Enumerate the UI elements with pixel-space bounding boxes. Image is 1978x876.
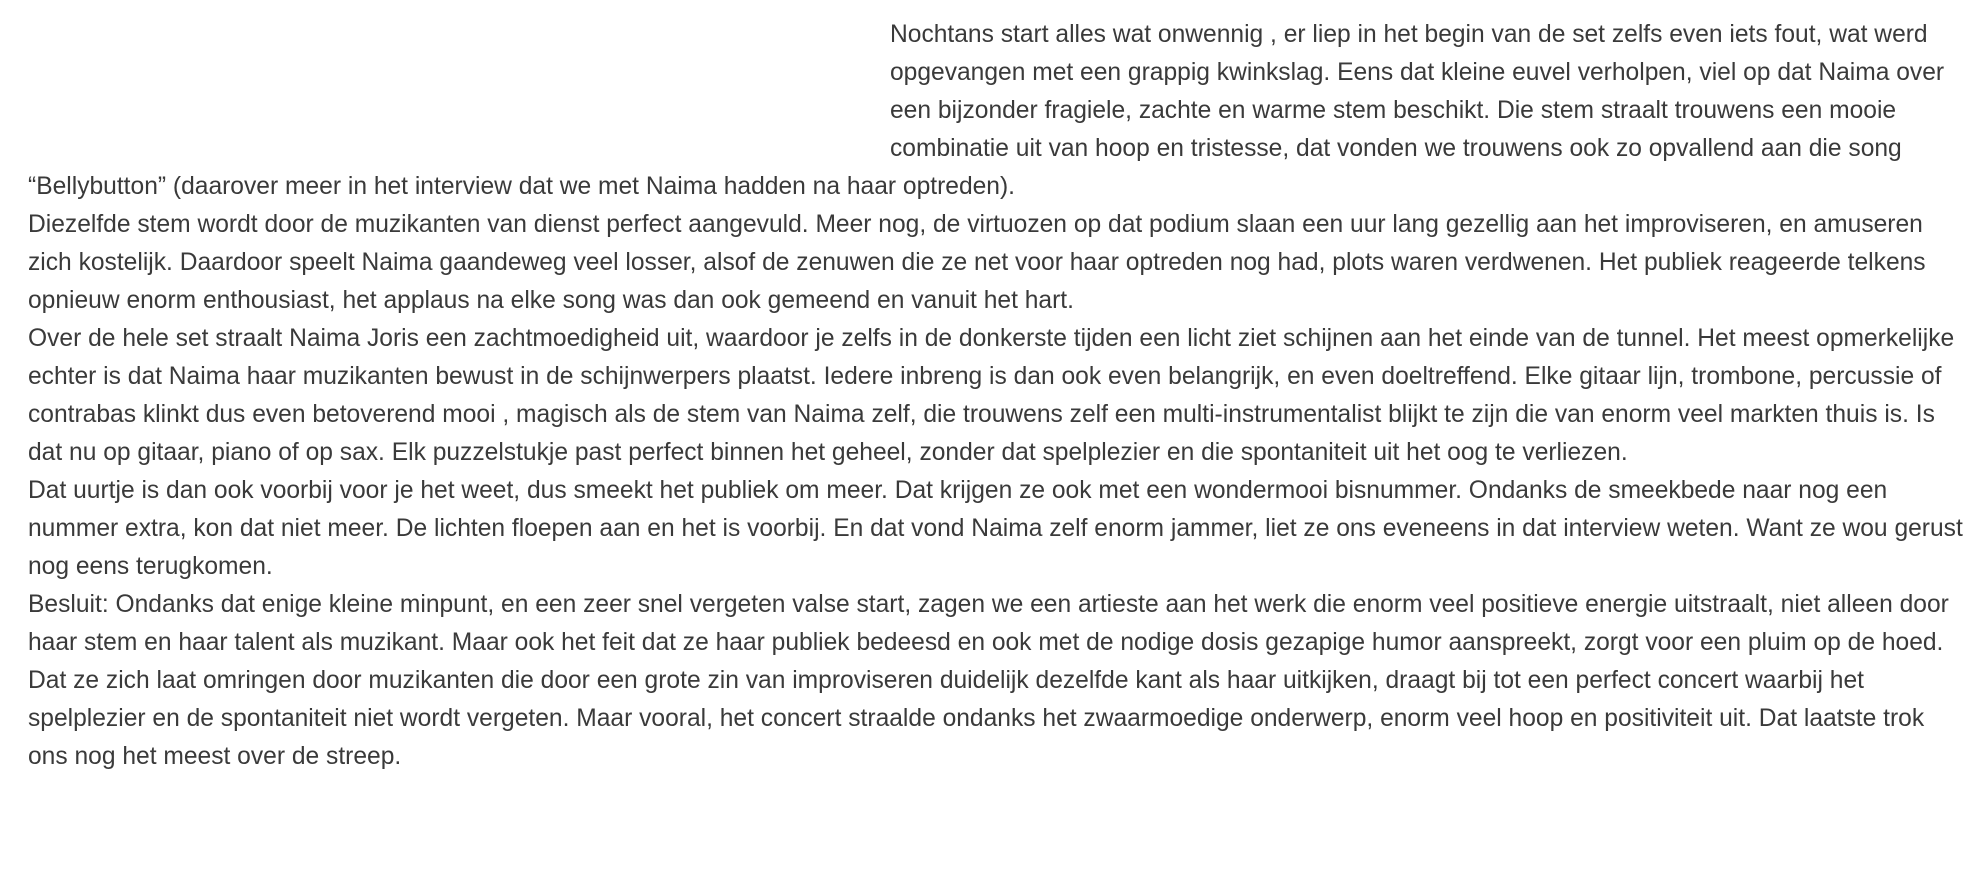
article-paragraph: Nochtans start alles wat onwennig , er liep in het begin van de set zelfs even iets fout, wat werd opgevangen met een grappig kwinkslag. Eens dat kleine euvel verholpen, viel op dat Naima over een bijzonder fragiele, zachte en warme stem beschikt. Die stem straalt trouwens een mooie combinatie uit van hoop en tristesse, dat vonden we trouwens ook zo opvallend aan die song “Bellybutton” (daarover meer in het interview dat we met Naima hadden na haar optreden).	[28, 21, 1945, 200]
article-paragraph: Dat ze zich laat omringen door muzikanten die door een grote zin van improviseren duidelijk dezelfde kant als haar uitkijken, draagt bij tot een perfect concert waarbij het spelplezier en de spontaniteit niet wordt vergeten. Maar vooral, het concert straalde ondanks het zwaarmoedige onderwerp, enorm veel hoop en positiviteit uit. Dat laatste trok ons nog het meest over de streep.	[28, 667, 1925, 770]
article-body	[28, 16, 1968, 776]
article-paragraph: Dat uurtje is dan ook voorbij voor je het weet, dus smeekt het publiek om meer. Dat krijgen ze ook met een wondermooi bisnummer. Ondanks de smeekbede naar nog een nummer extra, kon dat niet meer. De lichten floepen aan en het is voorbij. En dat vond Naima zelf enorm jammer, liet ze ons eveneens in dat interview weten. Want ze wou gerust nog eens terugkomen.	[28, 477, 1963, 580]
article-paragraph: Besluit: Ondanks dat enige kleine minpunt, en een zeer snel vergeten valse start, zagen we een artieste aan het werk die enorm veel positieve energie uitstraalt, niet alleen door haar stem en haar talent als muzikant. Maar ook het feit dat ze haar publiek bedeesd en ook met de nodige dosis gezapige humor aanspreekt, zorgt voor een pluim op de hoed.	[28, 591, 1949, 656]
floated-media-space	[28, 16, 890, 168]
article-paragraph: Over de hele set straalt Naima Joris een zachtmoedigheid uit, waardoor je zelfs in de donkerste tijden een licht ziet schijnen aan het einde van de tunnel. Het meest opmerkelijke echter is dat Naima haar muzikanten bewust in de schijnwerpers plaatst. Iedere inbreng is dan ook even belangrijk, en even doeltreffend. Elke gitaar lijn, trombone, percussie of contrabas klinkt dus even betoverend mooi , magisch als de stem van Naima zelf, die trouwens zelf een multi-instrumentalist blijkt te zijn die van enorm veel markten thuis is. Is dat nu op gitaar, piano of op sax. Elk puzzelstukje past perfect binnen het geheel, zonder dat spelplezier en die spontaniteit uit het oog te verliezen.	[28, 325, 1955, 466]
article-paragraph: Diezelfde stem wordt door de muzikanten van dienst perfect aangevuld. Meer nog, de virtuozen op dat podium slaan een uur lang gezellig aan het improviseren, en amuseren zich kostelijk. Daardoor speelt Naima gaandeweg veel losser, alsof de zenuwen die ze net voor haar optreden nog had, plots waren verdwenen. Het publiek reageerde telkens opnieuw enorm enthousiast, het applaus na elke song was dan ook gemeend en vanuit het hart.	[28, 211, 1926, 314]
